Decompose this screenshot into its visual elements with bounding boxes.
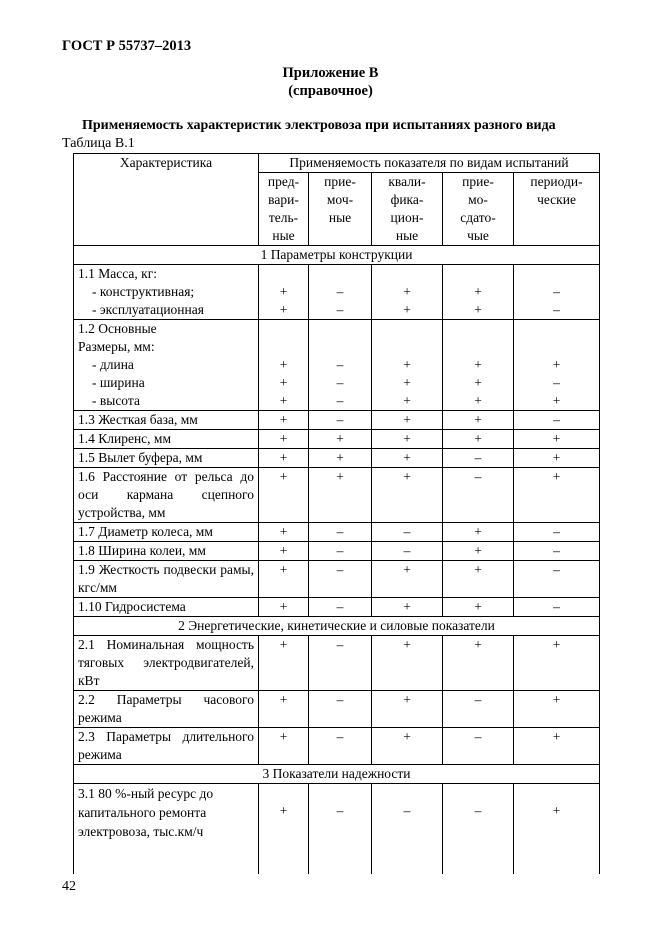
table-row xyxy=(74,728,600,765)
section-header: 1 Параметры конструкции xyxy=(74,246,600,265)
row-label: 1.10 Гидросистема xyxy=(74,598,259,617)
col-type-text: прие- xyxy=(462,174,494,189)
value-cell: – xyxy=(309,542,372,561)
value-cell: + xyxy=(443,523,514,542)
value-cell: – xyxy=(372,523,443,542)
applicability-table xyxy=(73,153,600,874)
value-cell: + xyxy=(259,411,309,430)
value-cell: + xyxy=(514,784,600,875)
col-type-text: прие- xyxy=(324,174,356,189)
col-type-text: квали- xyxy=(388,174,426,189)
value-cell: + xyxy=(474,302,482,317)
row-sub: - длина xyxy=(92,357,134,372)
value-cell: + xyxy=(372,411,443,430)
value-cell: + xyxy=(259,598,309,617)
col-type-text: ческие xyxy=(537,192,576,207)
row-label: 1.3 Жесткая база, мм xyxy=(74,411,259,430)
value-cell: + xyxy=(259,728,309,765)
table-row xyxy=(74,449,600,468)
row-label: 1.4 Клиренс, мм xyxy=(74,430,259,449)
table-caption: Применяемость характеристик электровоза при испытаниях разного вида xyxy=(82,118,556,133)
row-label: 2.2 Параметры часового режима xyxy=(74,691,259,728)
table-row xyxy=(74,691,600,728)
column-header-characteristic: Характеристика xyxy=(74,154,259,246)
section-header: 3 Показатели надежности xyxy=(74,765,600,784)
value-cell: + xyxy=(443,411,514,430)
row-label: 2.1 Номинальная мощность тяговых электродвигателей, кВт xyxy=(74,636,259,691)
value-cell: – xyxy=(553,284,560,299)
value-cell: + xyxy=(514,468,600,523)
value-cell: – xyxy=(514,411,600,430)
value-cell: + xyxy=(514,449,600,468)
value-cell: + xyxy=(474,357,482,372)
value-cell: – xyxy=(309,523,372,542)
value-cell: + xyxy=(259,542,309,561)
value-cell: + xyxy=(474,375,482,390)
col-type-text: вари- xyxy=(268,192,299,207)
value-cell: + xyxy=(309,449,372,468)
value-cell: – xyxy=(553,302,560,317)
col-type-text: тель- xyxy=(268,210,299,225)
value-cell: + xyxy=(259,523,309,542)
col-type-text: ные xyxy=(328,210,352,225)
value-cell: – xyxy=(309,561,372,598)
value-cell: + xyxy=(259,430,309,449)
col-type-text: моч- xyxy=(326,192,354,207)
value-cell: + xyxy=(259,784,309,875)
value-cell: – xyxy=(372,784,443,875)
value-cell: – xyxy=(336,375,344,390)
value-cell: – xyxy=(309,728,372,765)
value-cell: – xyxy=(372,542,443,561)
section-header: 2 Энергетические, кинетические и силовые показатели xyxy=(74,617,600,636)
table-row xyxy=(74,598,600,617)
value-cell: + xyxy=(552,357,561,372)
value-cell: – xyxy=(514,561,600,598)
value-cell: + xyxy=(372,561,443,598)
table-row xyxy=(74,523,600,542)
value-cell: – xyxy=(336,284,344,299)
row-label: 3.1 80 %-ный ресурс до капитального ремонта электровоза, тыс.км/ч xyxy=(74,784,259,875)
value-cell: + xyxy=(403,357,411,372)
value-cell: – xyxy=(443,728,514,765)
row-sub: - конструктивная; xyxy=(92,284,195,299)
column-header-group: Применяемость показателя по видам испытаний xyxy=(259,154,600,173)
row-label: 1.9 Жесткость подвески рамы, кгс/мм xyxy=(74,561,259,598)
value-cell: – xyxy=(514,598,600,617)
value-cell: + xyxy=(474,284,482,299)
value-cell: – xyxy=(514,523,600,542)
value-cell: + xyxy=(259,636,309,691)
value-cell: + xyxy=(279,302,288,317)
value-cell: + xyxy=(514,430,600,449)
value-cell: + xyxy=(514,636,600,691)
value-cell: – xyxy=(443,691,514,728)
row-sub: - ширина xyxy=(92,375,145,390)
value-cell: + xyxy=(309,468,372,523)
row-title: 1.1 Масса, кг: xyxy=(78,266,157,281)
value-cell: + xyxy=(309,430,372,449)
value-cell: – xyxy=(443,449,514,468)
value-cell: + xyxy=(403,302,411,317)
value-cell: + xyxy=(279,375,288,390)
value-cell: + xyxy=(514,728,600,765)
value-cell: – xyxy=(309,691,372,728)
value-cell: + xyxy=(279,284,288,299)
value-cell: + xyxy=(403,393,411,408)
row-label: 1.7 Диаметр колеса, мм xyxy=(74,523,259,542)
value-cell: – xyxy=(443,784,514,875)
row-sub: - высота xyxy=(92,393,140,408)
value-cell: – xyxy=(336,357,344,372)
row-label: 1.8 Ширина колеи, мм xyxy=(74,542,259,561)
value-cell: + xyxy=(259,449,309,468)
value-cell: + xyxy=(443,636,514,691)
table-row xyxy=(74,468,600,523)
value-cell: + xyxy=(474,393,482,408)
col-type-text: сдато- xyxy=(460,210,496,225)
col-type-text: фика- xyxy=(390,192,424,207)
value-cell: + xyxy=(443,430,514,449)
row-sub: - эксплуатационная xyxy=(92,302,204,317)
value-cell: – xyxy=(309,411,372,430)
col-type-text: ные xyxy=(272,228,295,243)
value-cell: + xyxy=(443,561,514,598)
appendix-note: (справочное) xyxy=(288,83,373,99)
row-label: 1.6 Расстояние от рельса до оси кармана сцепного устройства, мм xyxy=(74,468,259,523)
appendix-title: Приложение В xyxy=(282,65,379,81)
value-cell: + xyxy=(552,393,561,408)
value-cell: – xyxy=(309,636,372,691)
value-cell: + xyxy=(372,636,443,691)
row-title: Размеры, мм: xyxy=(78,339,155,354)
value-cell: – xyxy=(553,375,560,390)
value-cell: – xyxy=(443,468,514,523)
value-cell: + xyxy=(443,542,514,561)
value-cell: + xyxy=(279,393,288,408)
row-label: 1.5 Вылет буфера, мм xyxy=(74,449,259,468)
col-type-text: чые xyxy=(467,228,489,243)
row-title: 1.2 Основные xyxy=(78,321,157,336)
col-type-text: ные xyxy=(395,228,419,243)
col-type-text: периоди- xyxy=(530,174,583,189)
value-cell: + xyxy=(279,357,288,372)
value-cell: – xyxy=(309,784,372,875)
value-cell: + xyxy=(372,728,443,765)
value-cell: + xyxy=(259,468,309,523)
row-label: 2.3 Параметры длительного режима xyxy=(74,728,259,765)
col-type-text: цион- xyxy=(390,210,424,225)
col-type-text: пред- xyxy=(267,174,300,189)
value-cell: + xyxy=(372,468,443,523)
table-row xyxy=(74,561,600,598)
value-cell: – xyxy=(336,302,344,317)
value-cell: + xyxy=(403,375,411,390)
col-type-text: мо- xyxy=(468,192,488,207)
value-cell: + xyxy=(372,449,443,468)
standard-header: ГОСТ Р 55737–2013 xyxy=(62,38,192,54)
table-row xyxy=(74,411,600,430)
value-cell: – xyxy=(336,393,344,408)
value-cell: + xyxy=(514,691,600,728)
table-row xyxy=(74,542,600,561)
value-cell: – xyxy=(309,598,372,617)
value-cell: + xyxy=(259,561,309,598)
value-cell: + xyxy=(403,284,411,299)
value-cell: – xyxy=(514,542,600,561)
table-row xyxy=(74,636,600,691)
page-number: 42 xyxy=(62,879,76,894)
table-row xyxy=(74,320,600,411)
table-label: Таблица В.1 xyxy=(62,136,135,151)
value-cell: + xyxy=(372,598,443,617)
value-cell: + xyxy=(372,430,443,449)
table-row xyxy=(74,784,600,875)
table-row xyxy=(74,430,600,449)
value-cell: + xyxy=(443,598,514,617)
table-row xyxy=(74,265,600,320)
value-cell: + xyxy=(372,691,443,728)
value-cell: + xyxy=(259,691,309,728)
